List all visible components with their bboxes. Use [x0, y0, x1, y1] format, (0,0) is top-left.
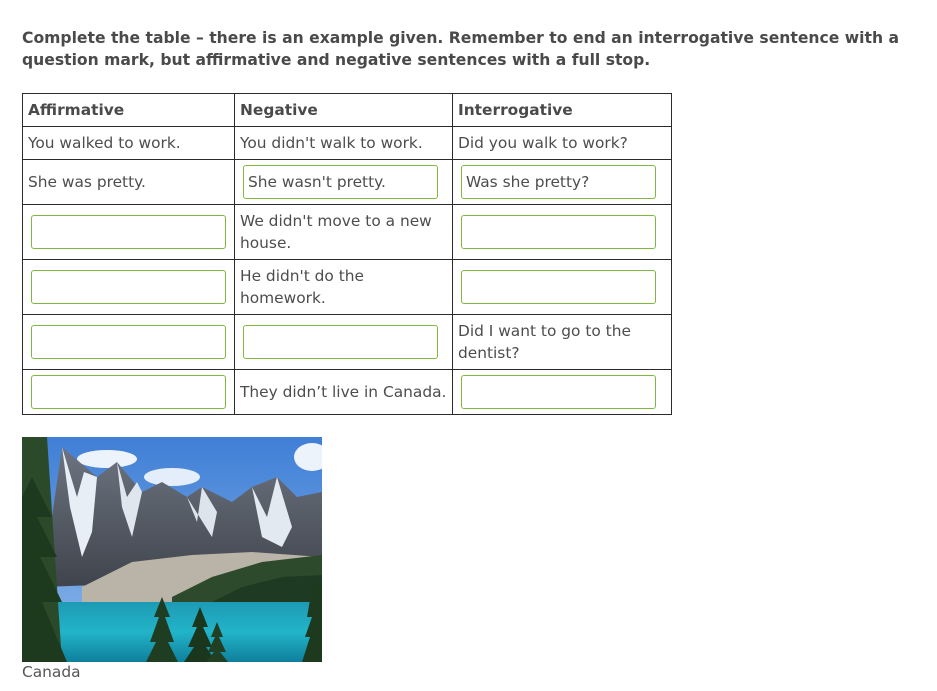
header-affirmative: Affirmative — [23, 94, 235, 127]
example-interrogative: Did you walk to work? — [453, 127, 672, 160]
row3-affirmative-input[interactable] — [31, 270, 226, 304]
table-row — [23, 315, 672, 370]
example-negative: You didn't walk to work. — [235, 127, 453, 160]
row2-negative: We didn't move to a new house. — [235, 205, 453, 260]
row2-affirmative-cell — [23, 205, 235, 260]
example-row — [23, 127, 672, 160]
row5-interrogative-cell — [453, 370, 672, 415]
sentence-table — [22, 93, 672, 415]
table-row — [23, 370, 672, 415]
row3-interrogative-cell — [453, 260, 672, 315]
row4-interrogative: Did I want to go to the dentist? — [453, 315, 672, 370]
row3-affirmative-cell — [23, 260, 235, 315]
instructions-text: Complete the table – there is an example given. Remember to end an interrogative sentence with a question mark, but affirmative and negative sentences with a full stop. — [22, 29, 900, 69]
row5-affirmative-cell — [23, 370, 235, 415]
row4-negative-input[interactable] — [243, 325, 438, 359]
row1-negative-cell — [235, 160, 453, 205]
header-interrogative: Interrogative — [453, 94, 672, 127]
table-row — [23, 260, 672, 315]
header-negative: Negative — [235, 94, 453, 127]
image-caption: Canada — [22, 663, 81, 681]
row5-affirmative-input[interactable] — [31, 375, 226, 409]
row3-negative: He didn't do the homework. — [235, 260, 453, 315]
row2-affirmative-input[interactable] — [31, 215, 226, 249]
row5-interrogative-input[interactable] — [461, 375, 656, 409]
table-row — [23, 160, 672, 205]
row1-affirmative: She was pretty. — [23, 160, 235, 205]
row3-interrogative-input[interactable] — [461, 270, 656, 304]
row5-negative: They didn’t live in Canada. — [235, 370, 453, 415]
row1-interrogative-input[interactable] — [461, 165, 656, 199]
row2-interrogative-input[interactable] — [461, 215, 656, 249]
row1-interrogative-cell — [453, 160, 672, 205]
table-header-row — [23, 94, 672, 127]
example-affirmative: You walked to work. — [23, 127, 235, 160]
canada-landscape-image — [22, 437, 322, 662]
table-row — [23, 205, 672, 260]
row4-affirmative-cell — [23, 315, 235, 370]
row4-affirmative-input[interactable] — [31, 325, 226, 359]
row1-negative-input[interactable] — [243, 165, 438, 199]
row2-interrogative-cell — [453, 205, 672, 260]
row4-negative-cell — [235, 315, 453, 370]
